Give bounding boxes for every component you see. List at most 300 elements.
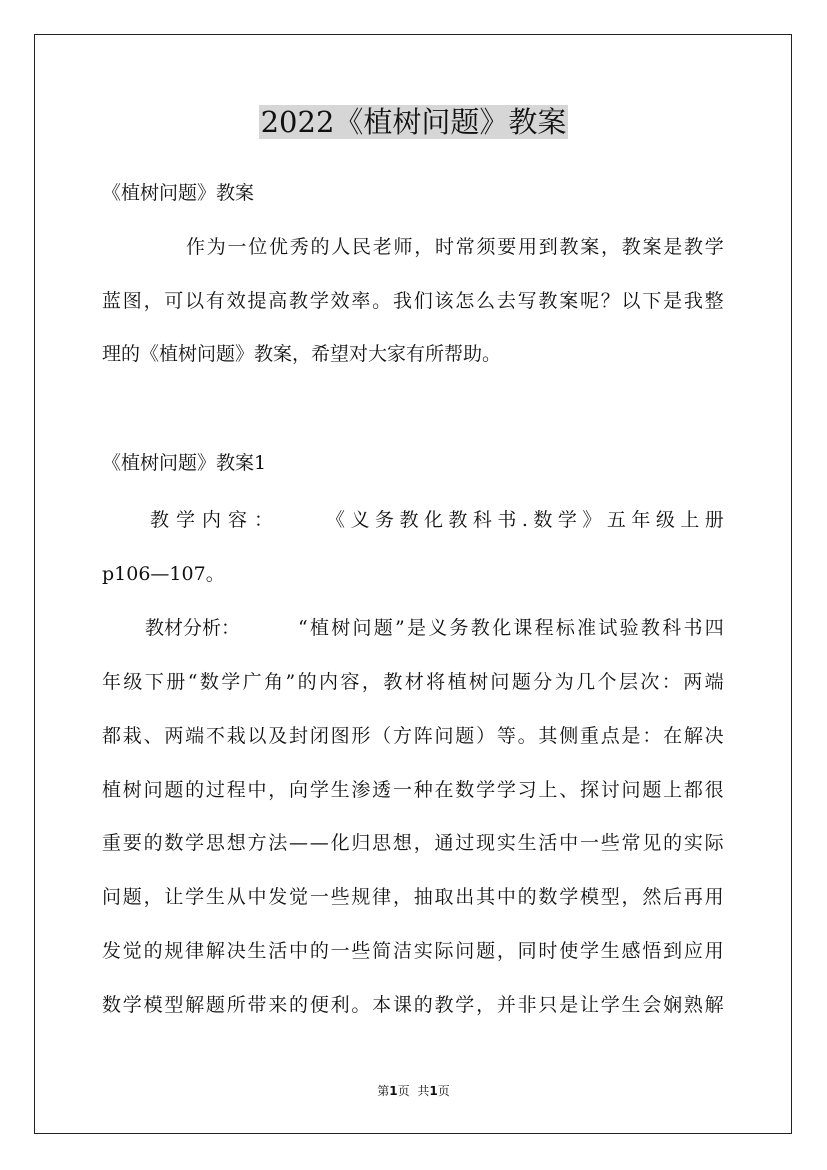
analysis-first-line-char: 植 xyxy=(309,617,329,639)
analysis-line-1-char: 分 xyxy=(533,671,553,693)
analysis-line-7-char: 型 xyxy=(164,994,184,1016)
analysis-line-2-char: 端 xyxy=(185,725,205,747)
analysis-line-5-char: 题 xyxy=(122,886,142,908)
analysis-line-5-char: 出 xyxy=(455,886,475,908)
analysis-line-5-char: 生 xyxy=(205,886,225,908)
intro-line-2-char: 。 xyxy=(372,290,392,312)
analysis-line-1-char: 端 xyxy=(704,671,724,693)
analysis-line-4-char: 见 xyxy=(642,832,662,854)
analysis-first-line-char: 题 xyxy=(373,617,393,639)
analysis-line-1 xyxy=(102,667,724,697)
analysis-line-3 xyxy=(102,775,724,805)
analysis-line-1-char: 年 xyxy=(102,671,122,693)
analysis-line-1-char: 下 xyxy=(144,671,164,693)
analysis-line-3-char: 探 xyxy=(579,779,599,801)
intro-line-2-char: 蓝 xyxy=(102,290,122,312)
analysis-line-3-char: 树 xyxy=(122,779,142,801)
analysis-line-2-char: 。 xyxy=(517,725,537,747)
analysis-line-4-char: 现 xyxy=(476,832,496,854)
analysis-line-6-char: 活 xyxy=(268,940,288,962)
analysis-line-4-char: 思 xyxy=(372,832,392,854)
analysis-line-5-char: 让 xyxy=(164,886,184,908)
analysis-line-3-char: 学 xyxy=(476,779,496,801)
analysis-line-2-char: ） xyxy=(476,725,496,747)
analysis-line-3-char: 学 xyxy=(309,779,329,801)
analysis-first-line-char: 书 xyxy=(683,617,703,639)
intro-line-2-char: 我 xyxy=(392,290,412,312)
content-value-char: 上 xyxy=(680,509,700,531)
analysis-line-5-char: 发 xyxy=(268,886,288,908)
analysis-line-5-char: ， xyxy=(143,886,163,908)
analysis-line-6-char: 的 xyxy=(143,940,163,962)
analysis-first-line-char: 化 xyxy=(492,617,512,639)
intro-line-1-char: 时 xyxy=(435,236,455,258)
intro-line-1-char: 是 xyxy=(663,236,683,258)
analysis-line-2-char: 、 xyxy=(143,725,163,747)
intro-line-2-char: 么 xyxy=(476,290,496,312)
analysis-line-6-char: 际 xyxy=(434,940,454,962)
analysis-line-4-char: 方 xyxy=(247,832,267,854)
content-value-char: . xyxy=(521,509,528,531)
intro-line-1-char: 作 xyxy=(186,236,206,258)
analysis-line-3-char: 一 xyxy=(392,779,412,801)
analysis-line-2-char: 在 xyxy=(663,725,683,747)
analysis-line-4 xyxy=(102,828,724,858)
analysis-line-1-char: 次 xyxy=(640,671,660,693)
analysis-line-3-char: 的 xyxy=(185,779,205,801)
analysis-line-2-char: 形 xyxy=(351,725,371,747)
intro-line-1-char: ， xyxy=(601,236,621,258)
analysis-line-1-char: ： xyxy=(661,671,681,693)
intro-line-2-char: 教 xyxy=(538,290,558,312)
analysis-line-1-char: ， xyxy=(361,671,381,693)
analysis-line-6-char: 简 xyxy=(372,940,392,962)
analysis-first-line-char: 是 xyxy=(407,617,427,639)
analysis-line-1-char: 角 xyxy=(264,671,284,693)
analysis-line-3-char: 过 xyxy=(205,779,225,801)
analysis-line-7-char: 非 xyxy=(517,994,537,1016)
analysis-line-2-char: 其 xyxy=(538,725,558,747)
analysis-line-4-char: 归 xyxy=(351,832,371,854)
analysis-line-4-char: 想 xyxy=(392,832,412,854)
analysis-line-1-char: 为 xyxy=(554,671,574,693)
analysis-line-7-char: ， xyxy=(476,994,496,1016)
content-value-char: 年 xyxy=(631,509,651,531)
analysis-line-3-char: 习 xyxy=(517,779,537,801)
analysis-line-7-char: 模 xyxy=(143,994,163,1016)
intro-line-1-char: 优 xyxy=(269,236,289,258)
intro-line-1-char: 秀 xyxy=(289,236,309,258)
intro-line-1-char: 民 xyxy=(352,236,372,258)
analysis-line-5-char: ， xyxy=(392,886,412,908)
analysis-line-6-char: 时 xyxy=(538,940,558,962)
analysis-line-5-char: 模 xyxy=(579,886,599,908)
intro-line-2-char: 率 xyxy=(351,290,371,312)
intro-line-2-char: 以 xyxy=(621,290,641,312)
analysis-first-line-char: 义 xyxy=(428,617,448,639)
analysis-line-2-char: 决 xyxy=(704,725,724,747)
analysis-line-6-char: 同 xyxy=(517,940,537,962)
analysis-line-6-char: 用 xyxy=(704,940,724,962)
analysis-line-7-char: 便 xyxy=(309,994,329,1016)
analysis-line-6 xyxy=(102,936,724,966)
analysis-line-7-char: 题 xyxy=(205,994,225,1016)
intro-line-2 xyxy=(102,286,724,316)
analysis-line-3-char: 渗 xyxy=(351,779,371,801)
intro-line-3: 理的《植树问题》教案，希望对大家有所帮助。 xyxy=(102,343,502,365)
analysis-first-line-char: 验 xyxy=(619,617,639,639)
analysis-line-2-char: 重 xyxy=(579,725,599,747)
analysis-line-1-char: 广 xyxy=(242,671,262,693)
analysis-line-5-char: 规 xyxy=(351,886,371,908)
analysis-line-1-char: 材 xyxy=(404,671,424,693)
analysis-line-5-char: 数 xyxy=(538,886,558,908)
analysis-line-6-char: 一 xyxy=(330,940,350,962)
analysis-line-5-char: 再 xyxy=(683,886,703,908)
intro-line-1-char: 师 xyxy=(393,236,413,258)
analysis-line-2-char: 栽 xyxy=(122,725,142,747)
content-value-char: 级 xyxy=(655,509,675,531)
analysis-line-7-char: 课 xyxy=(392,994,412,1016)
analysis-line-1-char: 内 xyxy=(319,671,339,693)
analysis-line-7-char: 并 xyxy=(496,994,516,1016)
intro-line-2-char: 提 xyxy=(247,290,267,312)
content-value-char: 化 xyxy=(423,509,443,531)
intro-line-2-char: 案 xyxy=(559,290,579,312)
analysis-line-4-char: 数 xyxy=(164,832,184,854)
analysis-line-4-char: 中 xyxy=(559,832,579,854)
intro-line-2-char: 有 xyxy=(205,290,225,312)
analysis-first-line-char: 准 xyxy=(577,617,597,639)
analysis-line-6-char: 使 xyxy=(559,940,579,962)
intro-line-1-char: 用 xyxy=(518,236,538,258)
analysis-line-4-char: 学 xyxy=(185,832,205,854)
intro-line-2-char: 效 xyxy=(330,290,350,312)
analysis-line-2-char: 等 xyxy=(496,725,516,747)
analysis-line-7-char: 熟 xyxy=(683,994,703,1016)
intro-line-2-char: 我 xyxy=(683,290,703,312)
content-value-char: 教 xyxy=(448,509,468,531)
intro-line-1-char: 学 xyxy=(704,236,724,258)
analysis-line-4-char: 生 xyxy=(517,832,537,854)
analysis-line-6-char: 规 xyxy=(164,940,184,962)
analysis-line-4-char: 活 xyxy=(538,832,558,854)
analysis-line-1-char: 教 xyxy=(383,671,403,693)
analysis-line-4-char: 际 xyxy=(704,832,724,854)
intro-line-2-char: 学 xyxy=(309,290,329,312)
analysis-line-3-char: 题 xyxy=(642,779,662,801)
analysis-first-line-char: ” xyxy=(395,617,405,639)
intro-line-1-char: 位 xyxy=(248,236,268,258)
analysis-line-1-char: 的 xyxy=(297,671,317,693)
analysis-first-line-char: 程 xyxy=(534,617,554,639)
analysis-line-7 xyxy=(102,990,724,1020)
analysis-line-3-char: 透 xyxy=(372,779,392,801)
analysis-line-2-char: 点 xyxy=(600,725,620,747)
intro-line-1-char: ， xyxy=(414,236,434,258)
analysis-line-3-char: 种 xyxy=(413,779,433,801)
analysis-line-5-char: 从 xyxy=(226,886,246,908)
analysis-line-1-char: 树 xyxy=(469,671,489,693)
analysis-line-2-char: 图 xyxy=(330,725,350,747)
analysis-line-4-char: 化 xyxy=(330,832,350,854)
analysis-line-5-char: 的 xyxy=(517,886,537,908)
intro-line-2-char: 高 xyxy=(268,290,288,312)
analysis-line-6-char: 问 xyxy=(455,940,475,962)
analysis-line-4-char: 重 xyxy=(102,832,122,854)
intro-line-1-char: 一 xyxy=(227,236,247,258)
analysis-line-2-char: 侧 xyxy=(559,725,579,747)
analysis-line-5 xyxy=(102,882,724,912)
content-value-char: 学 xyxy=(557,509,577,531)
analysis-line-4-char: 实 xyxy=(496,832,516,854)
analysis-line-1-char: 问 xyxy=(490,671,510,693)
content-value-char: 教 xyxy=(399,509,419,531)
analysis-line-3-char: 向 xyxy=(289,779,309,801)
analysis-line-4-char: 过 xyxy=(455,832,475,854)
analysis-line-3-char: 上 xyxy=(538,779,558,801)
analysis-line-6-char: 解 xyxy=(205,940,225,962)
analysis-line-1-char: 个 xyxy=(597,671,617,693)
intro-line-2-char: 该 xyxy=(434,290,454,312)
analysis-line-1-char: 几 xyxy=(576,671,596,693)
analysis-line-7-char: 利 xyxy=(330,994,350,1016)
analysis-line-2-char: 闭 xyxy=(309,725,329,747)
analysis-line-2 xyxy=(102,721,724,751)
analysis-line-5-char: 取 xyxy=(434,886,454,908)
analysis-line-5-char: 一 xyxy=(309,886,329,908)
analysis-first-line-char: “ xyxy=(298,617,308,639)
content-value-char: 数 xyxy=(533,509,553,531)
analysis-line-6-char: 题 xyxy=(476,940,496,962)
intro-line-2-char: 可 xyxy=(164,290,184,312)
document-subtitle: 《植树问题》教案 xyxy=(102,182,255,204)
analysis-line-7-char: 本 xyxy=(372,994,392,1016)
intro-line-1-char: 案 xyxy=(580,236,600,258)
analysis-line-7-char: 的 xyxy=(289,994,309,1016)
analysis-line-7-char: 的 xyxy=(413,994,433,1016)
content-value-char: 五 xyxy=(606,509,626,531)
intro-line-2-char: 图 xyxy=(122,290,142,312)
section-heading: 《植树问题》教案1 xyxy=(102,452,267,474)
intro-line-1-char: 为 xyxy=(206,236,226,258)
analysis-line-4-char: ， xyxy=(413,832,433,854)
analysis-line-1-char: 题 xyxy=(511,671,531,693)
content-value xyxy=(326,505,724,535)
analysis-line-3-char: 讨 xyxy=(600,779,620,801)
analysis-first-line-char: 标 xyxy=(555,617,575,639)
analysis-line-4-char: 的 xyxy=(663,832,683,854)
intro-line-2-char: 是 xyxy=(663,290,683,312)
intro-line-1 xyxy=(186,232,724,262)
analysis-line-4-char: 法 xyxy=(268,832,288,854)
analysis-line-1-char: 容 xyxy=(340,671,360,693)
analysis-line-5-char: 律 xyxy=(372,886,392,908)
analysis-first-line-char: 树 xyxy=(331,617,351,639)
intro-line-1-char: 教 xyxy=(684,236,704,258)
content-value-char: 》 xyxy=(582,509,602,531)
analysis-line-4-char: 实 xyxy=(683,832,703,854)
analysis-line-3-char: 学 xyxy=(496,779,516,801)
analysis-first-line xyxy=(298,613,724,643)
analysis-line-5-char: 问 xyxy=(102,886,122,908)
analysis-line-7-char: 是 xyxy=(559,994,579,1016)
analysis-line-6-char: 决 xyxy=(226,940,246,962)
analysis-line-2-char: 栽 xyxy=(226,725,246,747)
analysis-line-6-char: 发 xyxy=(102,940,122,962)
analysis-line-1-char: 两 xyxy=(683,671,703,693)
content-continuation: p106—107。 xyxy=(102,563,225,585)
analysis-line-3-char: 中 xyxy=(247,779,267,801)
analysis-line-4-char: 的 xyxy=(143,832,163,854)
analysis-line-3-char: 问 xyxy=(621,779,641,801)
analysis-line-5-char: ， xyxy=(621,886,641,908)
analysis-line-6-char: ， xyxy=(496,940,516,962)
analysis-first-line-char: 问 xyxy=(352,617,372,639)
analysis-line-7-char: 会 xyxy=(642,994,662,1016)
analysis-line-1-char: 数 xyxy=(199,671,219,693)
analysis-line-4-char: 常 xyxy=(621,832,641,854)
analysis-line-4-char: 要 xyxy=(122,832,142,854)
analysis-line-6-char: 些 xyxy=(351,940,371,962)
analysis-line-7-char: 娴 xyxy=(663,994,683,1016)
analysis-line-7-char: 生 xyxy=(621,994,641,1016)
analysis-line-6-char: 洁 xyxy=(392,940,412,962)
content-value-char: 科 xyxy=(472,509,492,531)
intro-line-2-char: 效 xyxy=(226,290,246,312)
analysis-line-2-char: 两 xyxy=(164,725,184,747)
intro-line-2-char: ？ xyxy=(600,290,620,312)
document-title: 2022《植树问题》教案 xyxy=(260,105,567,139)
analysis-line-3-char: 很 xyxy=(704,779,724,801)
analysis-line-7-char: 带 xyxy=(247,994,267,1016)
analysis-line-5-char: 然 xyxy=(642,886,662,908)
analysis-line-4-char: 思 xyxy=(205,832,225,854)
analysis-line-6-char: 悟 xyxy=(642,940,662,962)
analysis-line-6-char: 觉 xyxy=(122,940,142,962)
analysis-line-4-char: — xyxy=(289,832,309,854)
analysis-line-5-char: 学 xyxy=(185,886,205,908)
analysis-line-3-char: 问 xyxy=(143,779,163,801)
intro-line-1-char: 教 xyxy=(621,236,641,258)
analysis-line-2-char: 封 xyxy=(289,725,309,747)
analysis-line-7-char: 。 xyxy=(351,994,371,1016)
intro-line-1-char: 的 xyxy=(310,236,330,258)
analysis-line-2-char: 问 xyxy=(434,725,454,747)
analysis-line-5-char: 后 xyxy=(663,886,683,908)
analysis-line-2-char: 阵 xyxy=(413,725,433,747)
analysis-line-6-char: 感 xyxy=(621,940,641,962)
intro-line-1-char: 到 xyxy=(538,236,558,258)
intro-line-2-char: 怎 xyxy=(455,290,475,312)
intro-line-1-char: 案 xyxy=(642,236,662,258)
analysis-line-5-char: 中 xyxy=(247,886,267,908)
analysis-line-5-char: 觉 xyxy=(289,886,309,908)
intro-line-1-char: 常 xyxy=(455,236,475,258)
analysis-line-3-char: 在 xyxy=(434,779,454,801)
analysis-line-7-char: 所 xyxy=(226,994,246,1016)
analysis-line-1-char: 植 xyxy=(447,671,467,693)
analysis-first-line-char: 教 xyxy=(470,617,490,639)
analysis-line-7-char: 学 xyxy=(122,994,142,1016)
analysis-line-1-char: ” xyxy=(285,671,296,693)
analysis-line-4-char: 些 xyxy=(600,832,620,854)
analysis-first-line-char: 教 xyxy=(640,617,660,639)
analysis-line-1-char: 级 xyxy=(123,671,143,693)
analysis-line-6-char: 的 xyxy=(309,940,329,962)
intro-line-1-char: 要 xyxy=(497,236,517,258)
content-value-char: 书 xyxy=(497,509,517,531)
intro-line-1-char: 教 xyxy=(559,236,579,258)
analysis-line-7-char: 学 xyxy=(600,994,620,1016)
analysis-line-4-char: 一 xyxy=(579,832,599,854)
intro-line-2-char: 呢 xyxy=(579,290,599,312)
analysis-line-5-char: 其 xyxy=(476,886,496,908)
intro-line-2-char: 们 xyxy=(413,290,433,312)
analysis-line-2-char: ： xyxy=(642,725,662,747)
analysis-line-2-char: 方 xyxy=(392,725,412,747)
analysis-line-5-char: 型 xyxy=(600,886,620,908)
analysis-line-7-char: 学 xyxy=(455,994,475,1016)
analysis-line-1-char: 册 xyxy=(166,671,186,693)
intro-line-2-char: 以 xyxy=(185,290,205,312)
content-label: 教学内容： xyxy=(150,509,281,531)
analysis-line-6-char: 生 xyxy=(600,940,620,962)
analysis-line-2-char: 不 xyxy=(205,725,225,747)
analysis-first-line-char: 科 xyxy=(662,617,682,639)
analysis-line-2-char: 以 xyxy=(247,725,267,747)
content-value-char: 《 xyxy=(326,509,346,531)
analysis-line-1-char: 层 xyxy=(618,671,638,693)
analysis-line-7-char: 来 xyxy=(268,994,288,1016)
analysis-line-6-char: 实 xyxy=(413,940,433,962)
content-value-char: 义 xyxy=(350,509,370,531)
intro-line-2-char: 去 xyxy=(496,290,516,312)
analysis-line-3-char: 生 xyxy=(330,779,350,801)
analysis-line-3-char: 都 xyxy=(683,779,703,801)
analysis-first-line-char: 课 xyxy=(513,617,533,639)
analysis-label: 教材分析： xyxy=(145,617,241,639)
analysis-line-5-char: 学 xyxy=(559,886,579,908)
analysis-line-2-char: （ xyxy=(372,725,392,747)
analysis-line-1-char: 将 xyxy=(426,671,446,693)
analysis-line-7-char: 让 xyxy=(579,994,599,1016)
analysis-line-4-char: 通 xyxy=(434,832,454,854)
analysis-line-3-char: 程 xyxy=(226,779,246,801)
analysis-line-6-char: 到 xyxy=(663,940,683,962)
page-footer: 第1页 共1页 xyxy=(377,1084,450,1098)
analysis-line-3-char: ， xyxy=(268,779,288,801)
analysis-line-2-char: 解 xyxy=(683,725,703,747)
analysis-line-4-char: 想 xyxy=(226,832,246,854)
analysis-first-line-char: 试 xyxy=(598,617,618,639)
analysis-line-7-char: 解 xyxy=(704,994,724,1016)
intro-line-2-char: 写 xyxy=(517,290,537,312)
content-value-char: 册 xyxy=(704,509,724,531)
analysis-line-6-char: 学 xyxy=(579,940,599,962)
analysis-line-3-char: 上 xyxy=(663,779,683,801)
intro-line-2-char: 教 xyxy=(289,290,309,312)
analysis-line-2-char: 及 xyxy=(268,725,288,747)
analysis-line-3-char: 植 xyxy=(102,779,122,801)
analysis-line-3-char: 、 xyxy=(559,779,579,801)
analysis-line-1-char: “ xyxy=(187,671,198,693)
analysis-line-6-char: 应 xyxy=(683,940,703,962)
analysis-line-3-char: 数 xyxy=(455,779,475,801)
analysis-line-5-char: 用 xyxy=(704,886,724,908)
analysis-line-6-char: 律 xyxy=(185,940,205,962)
analysis-line-5-char: 些 xyxy=(330,886,350,908)
